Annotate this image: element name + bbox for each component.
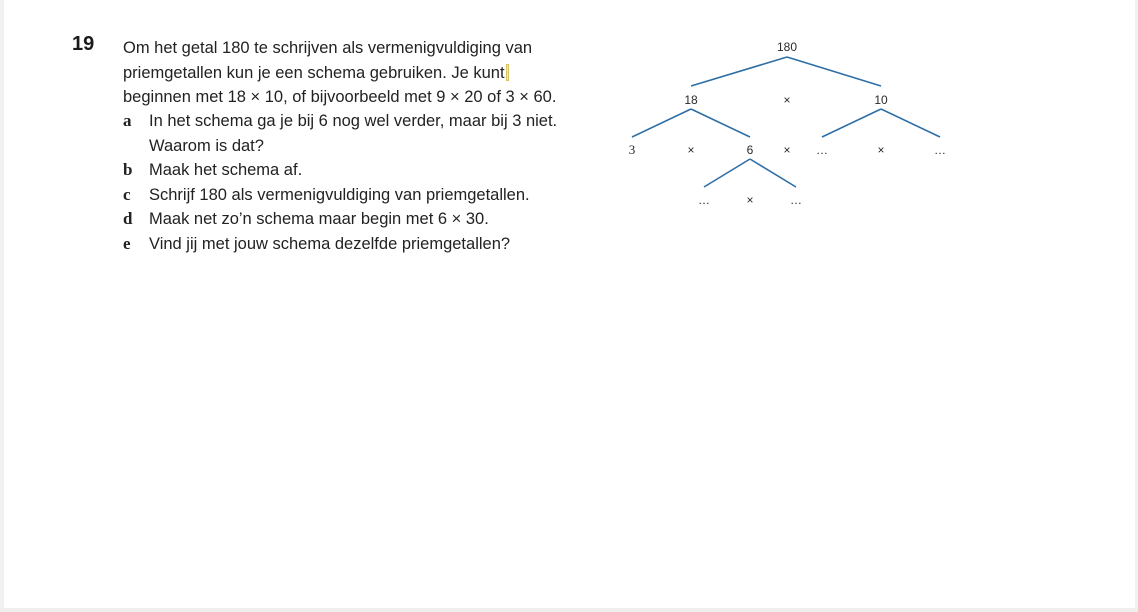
tree-branch xyxy=(691,57,787,86)
question-letter: a xyxy=(123,111,132,130)
tree-blank-node: … xyxy=(816,143,828,157)
question-line: Vind jij met jouw schema dezelfde priemgetallen? xyxy=(149,234,511,253)
question-text xyxy=(149,158,557,183)
question-text xyxy=(149,109,557,158)
tree-branch xyxy=(704,159,750,187)
tree-branch xyxy=(750,159,796,187)
question-c xyxy=(123,183,557,208)
question-a xyxy=(123,109,557,158)
question-letter: e xyxy=(123,233,131,253)
tree-branch xyxy=(632,109,691,137)
question-e xyxy=(123,232,557,257)
text-cursor-icon xyxy=(506,64,509,81)
tree-node-10: 10 xyxy=(874,93,888,107)
exercise-intro xyxy=(123,36,556,110)
question-line: Maak net zo’n schema maar begin met 6 × 30. xyxy=(149,210,489,228)
tree-node-6: 6 xyxy=(746,143,754,157)
page-edge-bottom xyxy=(0,608,1138,612)
question-d xyxy=(123,207,557,232)
page-edge-left xyxy=(0,0,4,612)
intro-line-with-cursor xyxy=(123,61,556,86)
question-list xyxy=(123,109,557,256)
tree-node-3: 3 xyxy=(628,142,636,157)
tree-root-label: 180 xyxy=(776,40,798,54)
tree-branch xyxy=(691,109,750,137)
question-line: Waarom is dat? xyxy=(149,136,264,155)
tree-blank-node: … xyxy=(698,193,710,207)
tree-times-sign: × xyxy=(783,143,791,157)
tree-times-sign: × xyxy=(746,193,754,207)
tree-node-18: 18 xyxy=(684,93,698,107)
question-line: In het schema ga je bij 6 nog wel verder, maar bij 3 niet. xyxy=(149,112,558,130)
exercise-number: 19 xyxy=(72,33,95,55)
question-letter: d xyxy=(123,209,133,228)
tree-times-sign: × xyxy=(783,93,791,107)
question-text xyxy=(149,207,557,232)
question-letter: b xyxy=(123,160,133,179)
tree-branch xyxy=(787,57,881,86)
intro-line: priemgetallen kun je een schema gebruiken. Je kunt xyxy=(123,63,505,82)
tree-branch xyxy=(881,109,940,137)
question-b xyxy=(123,158,557,183)
tree-times-sign: × xyxy=(687,143,695,157)
question-letter: c xyxy=(123,184,131,204)
factor-tree-diagram xyxy=(600,30,980,220)
question-line: Schrijf 180 als vermenigvuldiging van priemgetallen. xyxy=(149,185,530,204)
intro-line: beginnen met 18 × 10, of bijvoorbeeld met 9 × 20 of 3 × 60. xyxy=(123,88,557,106)
question-text xyxy=(149,232,557,257)
tree-times-sign: × xyxy=(877,143,885,157)
intro-line: Om het getal 180 te schrijven als vermenigvuldiging van xyxy=(123,39,533,57)
tree-blank-node: … xyxy=(934,143,946,157)
question-line: Maak het schema af. xyxy=(149,161,303,179)
question-text xyxy=(149,183,557,208)
tree-branch xyxy=(822,109,881,137)
tree-blank-node: … xyxy=(790,193,802,207)
